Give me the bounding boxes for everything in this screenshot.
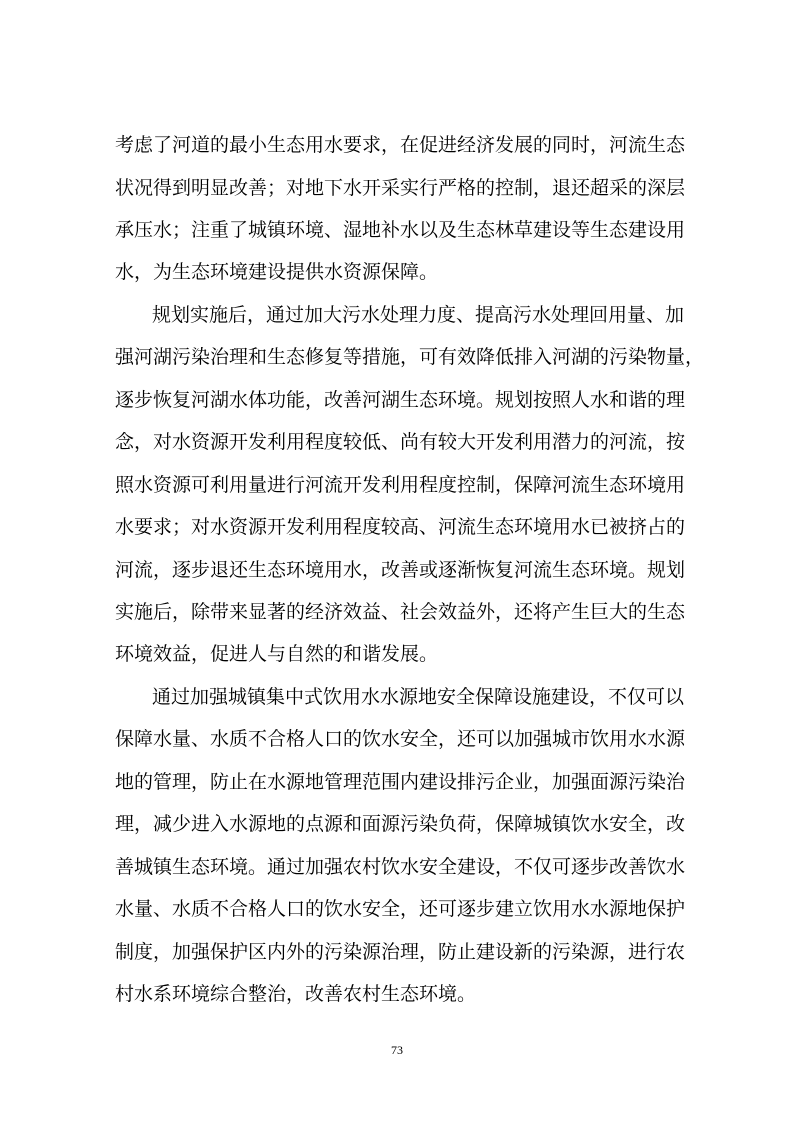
paragraph-3-line-8: 村水系环境综合整治，改善农村生态环境。 — [115, 983, 477, 1005]
paragraph-3-line-5: 善城镇生态环境。通过加强农村饮水安全建设，不仅可逐步改善饮水 — [115, 856, 686, 878]
paragraph-1-line-3: 承压水；注重了城镇环境、湿地补水以及生态林草建设等生态建设用 — [115, 219, 686, 241]
paragraph-2-line-6: 水要求；对水资源开发利用程度较高、河流生态环境用水已被挤占的 — [115, 516, 686, 538]
paragraph-3-line-7: 制度，加强保护区内外的污染源治理，防止建设新的污染源，进行农 — [115, 941, 686, 963]
paragraph-2-line-8: 实施后，除带来显著的经济效益、社会效益外，还将产生巨大的生态 — [115, 601, 686, 623]
paragraph-3-line-1: 通过加强城镇集中式饮用水水源地安全保障设施建设，不仅可以 — [152, 686, 685, 708]
paragraph-2-line-3: 逐步恢复河湖水体功能，改善河湖生态环境。规划按照人水和谐的理 — [115, 389, 686, 411]
paragraph-3-line-6: 水量、水质不合格人口的饮水安全，还可逐步建立饮用水水源地保护 — [115, 898, 686, 920]
paragraph-1-line-2: 状况得到明显改善；对地下水开采实行严格的控制，退还超采的深层 — [115, 177, 686, 199]
paragraph-2-line-4: 念，对水资源开发利用程度较低、尚有较大开发利用潜力的河流，按 — [115, 431, 686, 453]
paragraph-1-line-4: 水，为生态环境建设提供水资源保障。 — [115, 261, 439, 283]
paragraph-2-line-2: 强河湖污染治理和生态修复等措施，可有效降低排入河湖的污染物量， — [115, 346, 705, 368]
paragraph-3-line-3: 地的管理，防止在水源地管理范围内建设排污企业，加强面源污染治 — [115, 771, 686, 793]
paragraph-2-line-5: 照水资源可利用量进行河流开发利用程度控制，保障河流生态环境用 — [115, 474, 686, 496]
paragraph-2-line-9: 环境效益，促进人与自然的和谐发展。 — [115, 643, 439, 665]
paragraph-3-line-4: 理，减少进入水源地的点源和面源污染负荷，保障城镇饮水安全，改 — [115, 813, 686, 835]
page-number: 73 — [391, 1043, 403, 1057]
paragraph-1-line-1: 考虑了河道的最小生态用水要求，在促进经济发展的同时，河流生态 — [115, 134, 686, 156]
paragraph-2-line-1: 规划实施后，通过加大污水处理力度、提高污水处理回用量、加 — [152, 304, 685, 326]
paragraph-3-line-2: 保障水量、水质不合格人口的饮水安全，还可以加强城市饮用水水源 — [115, 728, 686, 750]
paragraph-2-line-7: 河流，逐步退还生态环境用水，改善或逐渐恢复河流生态环境。规划 — [115, 559, 686, 581]
